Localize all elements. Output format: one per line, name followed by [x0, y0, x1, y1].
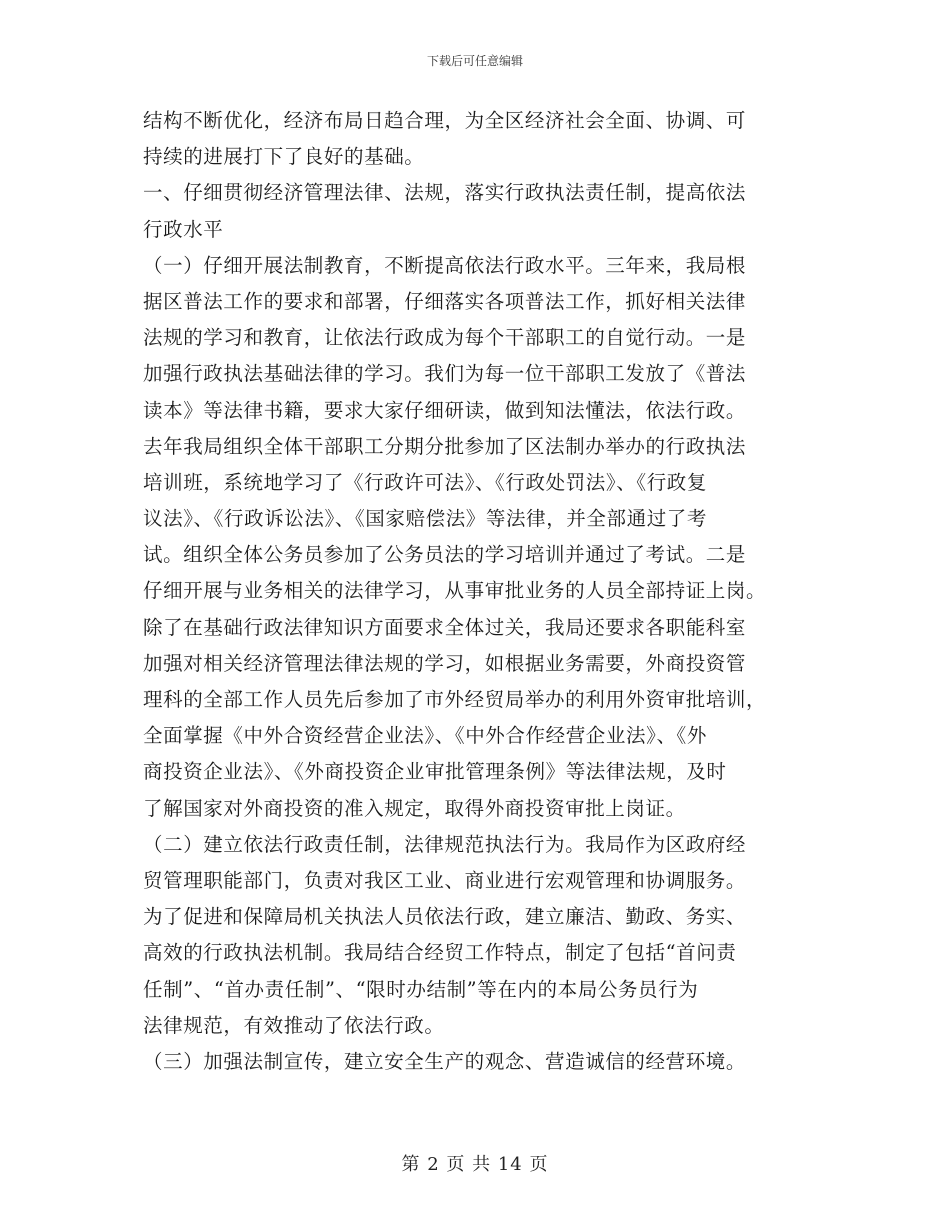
body-line: 了解国家对外商投资的准入规定，取得外商投资审批上岗证。	[143, 796, 686, 820]
body-line: 读本》等法律书籍，要求大家仔细研读，做到知法懂法，依法行政。	[143, 398, 747, 422]
body-line: 商投资企业法》、《外商投资企业审批管理条例》等法律法规，及时	[143, 760, 727, 784]
subsection-line: （三）加强法制宣传，建立安全生产的观念、营造诚信的经营环境。	[143, 1049, 747, 1073]
body-line: 全面掌握《中外合资经营企业法》、《中外合作经营企业法》、《外	[143, 724, 708, 748]
body-line: 持续的进展打下了良好的基础。	[143, 145, 425, 169]
body-line: 法规的学习和教育，让依法行政成为每个干部职工的自觉行动。一是	[143, 326, 747, 350]
body-line: 高效的行政执法机制。我局结合经贸工作特点，制定了包括“首问责	[143, 941, 737, 965]
body-line: 结构不断优化，经济布局日趋合理，为全区经济社会全面、协调、可	[143, 109, 747, 132]
body-line: 理科的全部工作人员先后参加了市外经贸局举办的利用外资审批培训，	[143, 688, 767, 711]
section-heading-line: 行政水平	[143, 217, 224, 241]
page-header: 下载后可任意编辑	[426, 54, 523, 68]
document-body	[143, 103, 803, 1080]
body-line: 去年我局组织全体干部职工分期分批参加了区法制办举办的行政执法	[143, 434, 747, 458]
body-line: 据区普法工作的要求和部署，仔细落实各项普法工作，抓好相关法律	[143, 289, 747, 313]
body-line: 为了促进和保障局机关执法人员依法行政，建立廉洁、勤政、务实、	[143, 905, 747, 929]
body-line: 培训班，系统地学习了《行政许可法》、《行政处罚法》、《行政复	[143, 470, 708, 494]
subsection-line: （一）仔细开展法制教育，不断提高依法行政水平。三年来，我局根	[143, 253, 747, 277]
body-line: 议法》、《行政诉讼法》、《国家赔偿法》等法律，并全部通过了考	[143, 507, 708, 531]
page-number-footer: 第 2 页 共 14 页	[401, 1154, 549, 1175]
body-line: 加强行政执法基础法律的学习。我们为每一位干部职工发放了《普法	[143, 362, 747, 386]
body-line: 贸管理职能部门，负责对我区工业、商业进行宏观管理和协调服务。	[143, 868, 747, 892]
subsection-line: （二）建立依法行政责任制，法律规范执法行为。我局作为区政府经	[143, 832, 747, 856]
body-line: 加强对相关经济管理法律法规的学习，如根据业务需要，外商投资管	[143, 651, 747, 675]
body-line: 除了在基础行政法律知识方面要求全体过关，我局还要求各职能科室	[143, 615, 747, 639]
body-line: 试。组织全体公务员参加了公务员法的学习培训并通过了考试。二是	[143, 543, 747, 567]
section-heading-line: 一、仔细贯彻经济管理法律、法规，落实行政执法责任制，提高依法	[143, 181, 747, 205]
body-line: 仔细开展与业务相关的法律学习，从事审批业务的人员全部持证上岗。	[143, 579, 767, 603]
body-line: 任制”、“首办责任制”、“限时办结制”等在内的本局公务员行为	[143, 977, 699, 1001]
body-line: 法律规范，有效推动了依法行政。	[143, 1013, 445, 1037]
